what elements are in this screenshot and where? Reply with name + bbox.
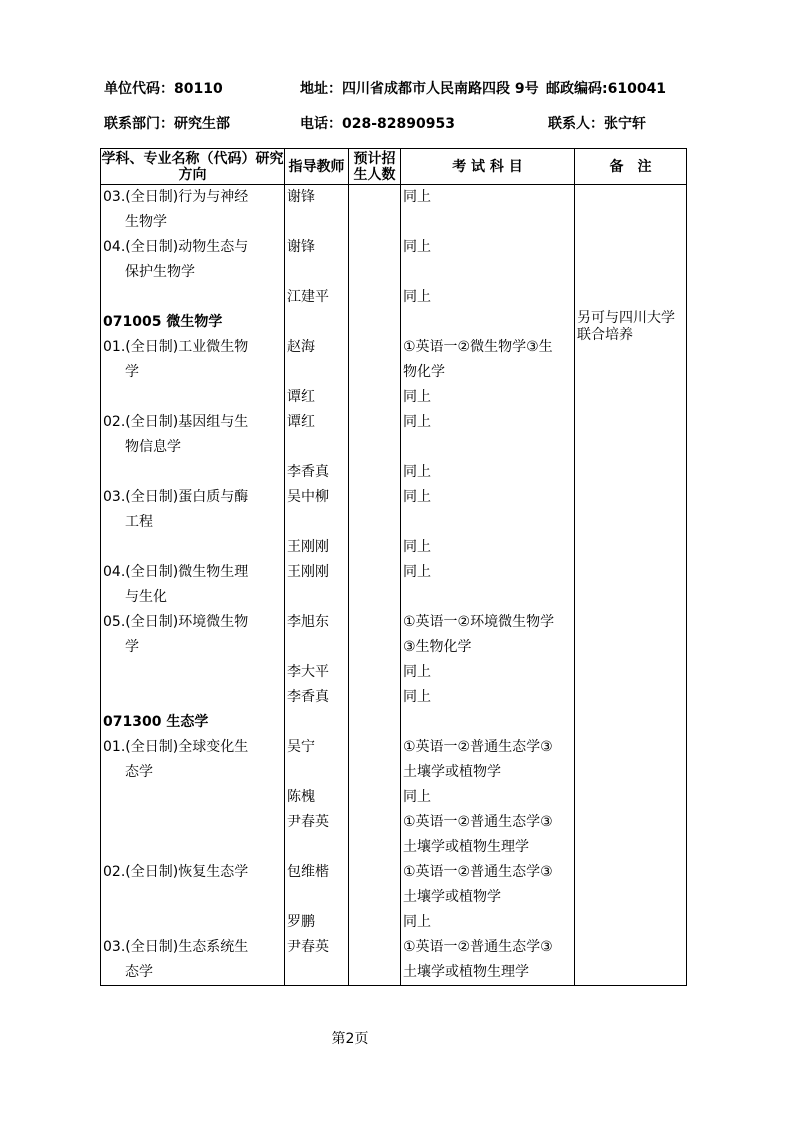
tutor-name: 李香真 bbox=[287, 464, 329, 480]
remark-note: 另可与四川大学联合培养 bbox=[577, 310, 675, 343]
tutor-column bbox=[285, 185, 349, 986]
exam-subjects: 同上 bbox=[403, 664, 431, 680]
exam-subjects: ①英语一②微生物学③生 bbox=[403, 339, 553, 355]
exam-column bbox=[401, 185, 575, 986]
exam-subjects: 同上 bbox=[403, 239, 431, 255]
exam-subjects: 土壤学或植物学 bbox=[403, 889, 501, 905]
tutor-name: 李大平 bbox=[287, 664, 329, 680]
exam-subjects: ③生物化学 bbox=[403, 639, 472, 655]
subject-line: 01.(全日制)全球变化生 bbox=[103, 739, 249, 755]
subject-line: 04.(全日制)动物生态与 bbox=[103, 239, 249, 255]
subject-line bbox=[103, 835, 284, 860]
exam-subjects bbox=[403, 210, 574, 235]
subject-line bbox=[103, 785, 284, 810]
tutor-name: 李旭东 bbox=[287, 614, 329, 630]
exam-subjects: 土壤学或植物生理学 bbox=[403, 839, 529, 855]
tutor-name: 陈槐 bbox=[287, 789, 315, 805]
tutor-name: 吴宁 bbox=[287, 739, 315, 755]
tutor-name: 李香真 bbox=[287, 689, 329, 705]
subject-continuation: 工程 bbox=[125, 514, 153, 530]
tutor-name: 谭红 bbox=[287, 389, 315, 405]
exam-subjects bbox=[403, 310, 574, 335]
exam-subjects: 同上 bbox=[403, 914, 431, 930]
col-quota: 预计招生人数 bbox=[349, 149, 401, 185]
exam-subjects bbox=[403, 585, 574, 610]
tutor-name bbox=[287, 885, 348, 910]
tutor-name: 尹春英 bbox=[287, 939, 329, 955]
subject-line bbox=[103, 635, 284, 660]
col-exam: 考 试 科 目 bbox=[401, 149, 575, 185]
exam-subjects: 同上 bbox=[403, 289, 431, 305]
tutor-name bbox=[287, 635, 348, 660]
tutor-name bbox=[287, 360, 348, 385]
subject-continuation: 生物学 bbox=[125, 214, 167, 230]
subject-line bbox=[103, 260, 284, 285]
tutor-name bbox=[287, 960, 348, 985]
exam-subjects bbox=[403, 260, 574, 285]
subject-line bbox=[103, 910, 284, 935]
table-header-row bbox=[101, 149, 687, 185]
tutor-name bbox=[287, 260, 348, 285]
tutor-name: 罗鹏 bbox=[287, 914, 315, 930]
tutor-name: 谢锋 bbox=[287, 239, 315, 255]
subject-continuation: 学 bbox=[125, 639, 139, 655]
exam-subjects: ①英语一②普通生态学③ bbox=[403, 814, 553, 830]
phone: 电话：028-82890953 bbox=[300, 116, 455, 132]
exam-subjects: 同上 bbox=[403, 489, 431, 505]
contact-person: 联系人：张宁轩 bbox=[548, 116, 646, 132]
tutor-name: 江建平 bbox=[287, 289, 329, 305]
subject-line bbox=[103, 435, 284, 460]
tutor-name bbox=[287, 760, 348, 785]
tutor-name: 谭红 bbox=[287, 414, 315, 430]
tutor-name: 王刚刚 bbox=[287, 539, 329, 555]
tutor-name bbox=[287, 310, 348, 335]
subject-line bbox=[103, 460, 284, 485]
subject-line bbox=[103, 760, 284, 785]
subject-line: 02.(全日制)基因组与生 bbox=[103, 414, 249, 430]
subject-line bbox=[103, 660, 284, 685]
exam-subjects: 同上 bbox=[403, 464, 431, 480]
unit-code: 单位代码：80110 bbox=[104, 81, 223, 97]
quota-column bbox=[349, 185, 401, 986]
subject-continuation: 学 bbox=[125, 364, 139, 380]
exam-subjects: 同上 bbox=[403, 789, 431, 805]
subject-line bbox=[103, 385, 284, 410]
subject-line bbox=[103, 885, 284, 910]
subject-line bbox=[103, 585, 284, 610]
subject-line: 03.(全日制)生态系统生 bbox=[103, 939, 249, 955]
subject-line bbox=[103, 535, 284, 560]
subject-line bbox=[103, 360, 284, 385]
exam-subjects: 同上 bbox=[403, 564, 431, 580]
exam-subjects bbox=[403, 710, 574, 735]
col-remark: 备 注 bbox=[575, 149, 687, 185]
subject-column bbox=[101, 185, 285, 986]
subject-line: 04.(全日制)微生物生理 bbox=[103, 564, 249, 580]
subject-continuation: 与生化 bbox=[125, 589, 167, 605]
col-tutor: 指导教师 bbox=[285, 149, 349, 185]
exam-subjects: 物化学 bbox=[403, 364, 445, 380]
tutor-name bbox=[287, 435, 348, 460]
subject-line: 01.(全日制)工业微生物 bbox=[103, 339, 249, 355]
exam-subjects: 同上 bbox=[403, 189, 431, 205]
subject-line bbox=[103, 685, 284, 710]
subject-continuation: 态学 bbox=[125, 764, 153, 780]
tutor-name: 包维楷 bbox=[287, 864, 329, 880]
postcode: 邮政编码:610041 bbox=[546, 81, 667, 97]
exam-subjects: 土壤学或植物生理学 bbox=[403, 964, 529, 980]
remark-column bbox=[575, 185, 687, 986]
subject-continuation: 保护生物学 bbox=[125, 264, 195, 280]
subject-line bbox=[103, 510, 284, 535]
discipline-code: 071300 生态学 bbox=[103, 714, 209, 730]
exam-subjects: 土壤学或植物学 bbox=[403, 764, 501, 780]
subject-line bbox=[103, 960, 284, 985]
tutor-name bbox=[287, 835, 348, 860]
exam-subjects: 同上 bbox=[403, 389, 431, 405]
subject-continuation: 态学 bbox=[125, 964, 153, 980]
tutor-name bbox=[287, 710, 348, 735]
tutor-name bbox=[287, 585, 348, 610]
tutor-name: 谢锋 bbox=[287, 189, 315, 205]
tutor-name bbox=[287, 510, 348, 535]
exam-subjects bbox=[403, 510, 574, 535]
tutor-name bbox=[287, 210, 348, 235]
exam-subjects bbox=[403, 435, 574, 460]
address: 地址：四川省成都市人民南路四段 9号 bbox=[300, 81, 539, 97]
col-subject: 学科、专业名称（代码）研究方向 bbox=[101, 150, 284, 183]
tutor-name: 赵海 bbox=[287, 339, 315, 355]
exam-subjects: ①英语一②普通生态学③ bbox=[403, 739, 553, 755]
discipline-code: 071005 微生物学 bbox=[103, 314, 223, 330]
subject-line bbox=[103, 810, 284, 835]
subject-line: 02.(全日制)恢复生态学 bbox=[103, 864, 249, 880]
tutor-name: 尹春英 bbox=[287, 814, 329, 830]
page-number: 第2页 bbox=[331, 1031, 369, 1047]
tutor-name: 王刚刚 bbox=[287, 564, 329, 580]
exam-subjects: 同上 bbox=[403, 414, 431, 430]
exam-subjects: 同上 bbox=[403, 689, 431, 705]
exam-subjects: ①英语一②普通生态学③ bbox=[403, 939, 553, 955]
subject-line bbox=[103, 210, 284, 235]
contact-department: 联系部门：研究生部 bbox=[104, 116, 230, 132]
exam-subjects: ①英语一②普通生态学③ bbox=[403, 864, 553, 880]
exam-subjects: 同上 bbox=[403, 539, 431, 555]
subject-line: 05.(全日制)环境微生物 bbox=[103, 614, 249, 630]
exam-subjects: ①英语一②环境微生物学 bbox=[403, 614, 555, 630]
subject-line bbox=[103, 285, 284, 310]
subject-line: 03.(全日制)蛋白质与酶 bbox=[103, 489, 249, 505]
subject-line: 03.(全日制)行为与神经 bbox=[103, 189, 249, 205]
admissions-table bbox=[100, 148, 687, 986]
table-body bbox=[101, 185, 687, 986]
tutor-name: 吴中柳 bbox=[287, 489, 329, 505]
subject-continuation: 物信息学 bbox=[125, 439, 181, 455]
